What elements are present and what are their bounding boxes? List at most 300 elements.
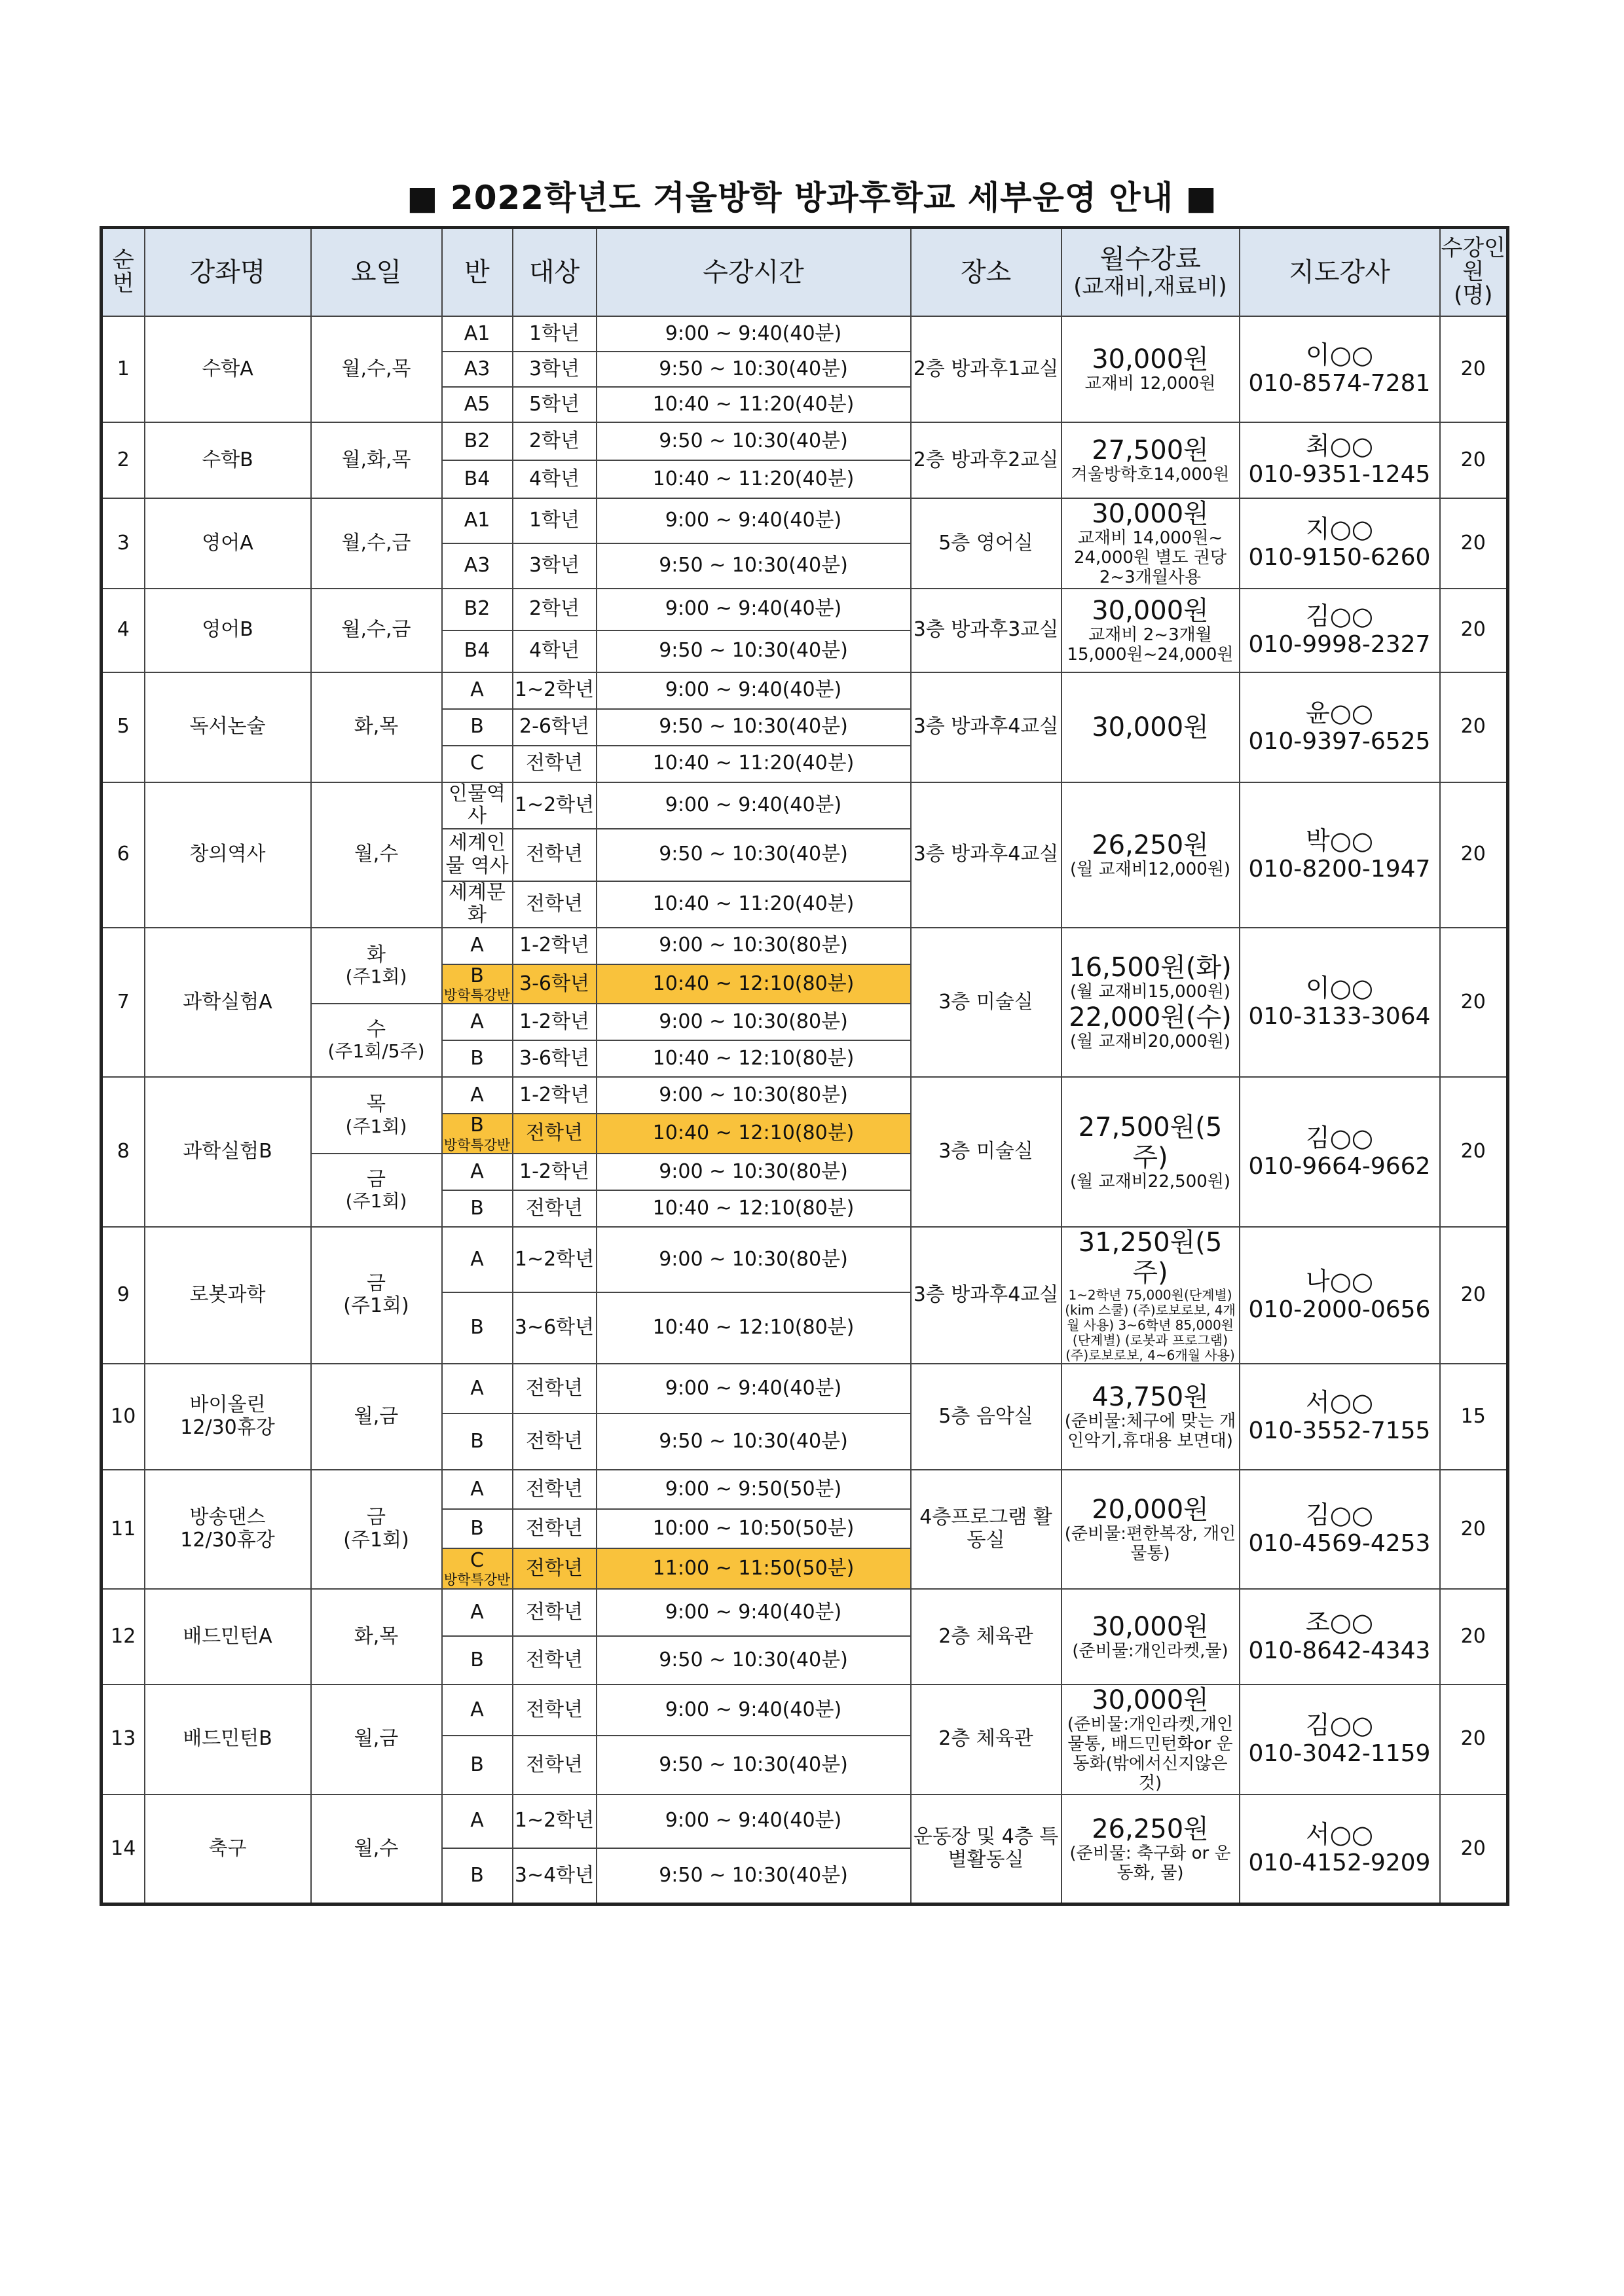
fee-amount: 43,750원 [1092, 1382, 1209, 1413]
course-name [145, 928, 311, 1078]
course-day-label: 목 [367, 1093, 386, 1116]
class-time: 9:50 ~ 10:30(40분) [597, 1736, 911, 1794]
course-number: 9 [101, 1227, 145, 1364]
course-day-sub: (주1회) [345, 1190, 407, 1212]
course-instructor [1240, 1589, 1440, 1685]
course-day-group [311, 928, 442, 1004]
fee-amount: 30,000원 [1092, 595, 1209, 626]
class-target: 전학년 [513, 881, 597, 928]
fee-amount: 20,000원 [1092, 1495, 1209, 1525]
course-number: 14 [101, 1795, 145, 1904]
class-target: 전학년 [513, 1589, 597, 1636]
class-time: 9:50 ~ 10:30(40분) [597, 829, 911, 881]
class-group-label: B [470, 1114, 484, 1137]
class-group [442, 1154, 513, 1190]
class-group-label: B4 [464, 467, 490, 490]
table-row [101, 1077, 1508, 1114]
class-target: 5학년 [513, 387, 597, 422]
instructor-phone: 010-3552-7155 [1248, 1417, 1431, 1445]
class-target: 1-2학년 [513, 1004, 597, 1040]
course-name [145, 672, 311, 782]
class-group [442, 630, 513, 672]
class-target: 2학년 [513, 589, 597, 630]
instructor-name: 이○○ [1305, 340, 1374, 370]
header-no: 순번 [101, 228, 145, 317]
course-name-label: 로봇과학 [189, 1283, 266, 1307]
instructor-phone: 010-2000-0656 [1248, 1296, 1431, 1323]
class-group-label: A [470, 1600, 484, 1624]
course-days-label: 월,수 [354, 843, 399, 866]
class-group [442, 829, 513, 881]
class-target: 전학년 [513, 1114, 597, 1154]
course-name-label: 수학A [202, 357, 253, 380]
course-days-label: 월,수,금 [341, 618, 411, 642]
class-group [442, 1685, 513, 1736]
class-group [442, 589, 513, 630]
course-name-label: 수학B [202, 448, 253, 471]
course-fee [1061, 589, 1240, 672]
class-group-label: A3 [464, 357, 490, 380]
class-target: 1~2학년 [513, 1227, 597, 1292]
course-days-label: 월,금 [354, 1404, 399, 1428]
course-instructor [1240, 1227, 1440, 1364]
header-fee-label: 월수강료 [1099, 244, 1201, 275]
header-capacity [1440, 228, 1508, 317]
course-days-label: 화,목 [354, 1624, 399, 1648]
course-number: 5 [101, 672, 145, 782]
instructor-phone: 010-9351-1245 [1248, 461, 1431, 488]
class-time: 9:00 ~ 9:40(40분) [597, 1795, 911, 1848]
course-fee [1061, 422, 1240, 498]
class-group [442, 387, 513, 422]
instructor-name: 서○○ [1305, 1820, 1374, 1850]
class-time: 9:00 ~ 9:40(40분) [597, 498, 911, 543]
course-instructor [1240, 1470, 1440, 1589]
class-time: 9:00 ~ 9:40(40분) [597, 1589, 911, 1636]
course-name-label: 방송댄스 [189, 1506, 266, 1529]
class-group-label: B [470, 1648, 484, 1671]
instructor-name: 김○○ [1305, 1501, 1374, 1530]
class-target: 2학년 [513, 422, 597, 460]
class-target: 3학년 [513, 352, 597, 387]
class-group-label: C [470, 752, 484, 775]
class-group [442, 1795, 513, 1848]
class-group-label: A [470, 1376, 484, 1400]
course-number: 6 [101, 782, 145, 928]
table-row [101, 1364, 1508, 1413]
class-target: 4학년 [513, 630, 597, 672]
course-number: 2 [101, 422, 145, 498]
class-group [442, 1292, 513, 1364]
course-instructor [1240, 1077, 1440, 1227]
course-capacity: 20 [1440, 589, 1508, 672]
class-group [442, 498, 513, 543]
fee-note: 겨울방학호14,000원 [1071, 465, 1230, 485]
course-days [311, 316, 442, 422]
class-target: 전학년 [513, 1685, 597, 1736]
class-target: 3-6학년 [513, 1040, 597, 1077]
course-day-sub: (주1회) [345, 966, 407, 988]
class-time: 9:50 ~ 10:30(40분) [597, 1848, 911, 1904]
course-capacity: 20 [1440, 1795, 1508, 1904]
class-target: 전학년 [513, 746, 597, 782]
class-group-label: B [470, 1316, 484, 1339]
class-group [442, 1848, 513, 1904]
class-time: 9:50 ~ 10:30(40분) [597, 543, 911, 589]
header-days: 요일 [311, 228, 442, 317]
class-group [442, 928, 513, 964]
course-place: 5층 영어실 [911, 498, 1061, 589]
instructor-name: 나○○ [1305, 1266, 1374, 1296]
instructor-name: 지○○ [1305, 515, 1374, 544]
course-days [311, 589, 442, 672]
class-time: 11:00 ~ 11:50(50분) [597, 1548, 911, 1589]
class-time: 9:00 ~ 9:40(40분) [597, 1364, 911, 1413]
header-row [101, 228, 1508, 317]
course-days-sub: (주1회) [343, 1294, 409, 1318]
table-row [101, 672, 1508, 709]
class-group [442, 1589, 513, 1636]
class-group [442, 1077, 513, 1114]
class-time: 9:00 ~ 10:30(80분) [597, 1077, 911, 1114]
course-capacity: 20 [1440, 498, 1508, 589]
course-days [311, 1364, 442, 1470]
class-time: 9:50 ~ 10:30(40분) [597, 630, 911, 672]
class-group-label: A [470, 1159, 484, 1183]
fee-note: (준비물:편한복장, 개인물통) [1064, 1524, 1236, 1563]
class-group-label: B [470, 1516, 484, 1540]
course-instructor [1240, 672, 1440, 782]
class-group [442, 460, 513, 498]
class-target: 2-6학년 [513, 709, 597, 746]
header-place: 장소 [911, 228, 1061, 317]
instructor-phone: 010-9664-9662 [1248, 1152, 1431, 1180]
fee-note: (준비물:개인라켓,물) [1072, 1641, 1228, 1661]
course-instructor [1240, 498, 1440, 589]
class-group-label: B [470, 964, 484, 987]
course-name-label: 독서논술 [189, 715, 266, 738]
class-time: 10:40 ~ 12:10(80분) [597, 1040, 911, 1077]
fee-note: (준비물: 축구화 or 운동화, 물) [1069, 1843, 1231, 1883]
class-group-label: A [470, 1247, 484, 1271]
course-days [311, 1470, 442, 1589]
class-group [442, 709, 513, 746]
class-target: 1학년 [513, 498, 597, 543]
header-capacity-label: 수강인원 [1441, 235, 1506, 285]
class-group-label: 세계문화 [449, 881, 506, 927]
class-target: 전학년 [513, 1413, 597, 1470]
table-row [101, 316, 1508, 352]
fee-note: 교재비 2~3개월 15,000원~24,000원 [1067, 625, 1234, 665]
fee-amount: 27,500원(5주) [1078, 1112, 1223, 1173]
class-target: 3학년 [513, 543, 597, 589]
class-group-label: B4 [464, 639, 490, 663]
course-instructor [1240, 1685, 1440, 1795]
instructor-phone: 010-8574-7281 [1248, 370, 1431, 397]
table-row [101, 928, 1508, 964]
class-group-label: B [470, 1196, 484, 1220]
instructor-name: 박○○ [1305, 826, 1374, 856]
course-fee [1061, 1470, 1240, 1589]
class-group-label: B [470, 1863, 484, 1887]
course-name-label: 과학실험B [183, 1140, 272, 1163]
instructor-phone: 010-4569-4253 [1248, 1530, 1431, 1558]
course-days-label: 화,목 [354, 715, 399, 738]
course-fee [1061, 928, 1240, 1078]
class-time: 9:00 ~ 9:50(50분) [597, 1470, 911, 1509]
class-time: 9:00 ~ 9:40(40분) [597, 782, 911, 829]
class-group-label: A [470, 934, 484, 957]
course-days [311, 422, 442, 498]
class-group [442, 1413, 513, 1470]
class-group-label: B2 [464, 429, 490, 452]
fee-note: 교재비 12,000원 [1084, 374, 1216, 394]
instructor-phone: 010-4152-9209 [1248, 1849, 1431, 1876]
fee-note-2: (월 교재비20,000원) [1069, 1031, 1231, 1051]
header-capacity-sub: (명) [1454, 282, 1493, 308]
course-place: 3층 방과후4교실 [911, 1227, 1061, 1364]
class-group-label: B [470, 1429, 484, 1453]
class-time: 10:40 ~ 12:10(80분) [597, 1292, 911, 1364]
course-day-sub: (주1회) [345, 1115, 407, 1137]
course-instructor [1240, 422, 1440, 498]
course-place: 2층 방과후1교실 [911, 316, 1061, 422]
fee-amount: 30,000원 [1092, 499, 1209, 529]
class-target: 1-2학년 [513, 1077, 597, 1114]
course-name-label: 축구 [208, 1836, 247, 1860]
instructor-name: 김○○ [1305, 602, 1374, 631]
course-place: 3층 방과후4교실 [911, 672, 1061, 782]
course-capacity: 20 [1440, 928, 1508, 1078]
course-day-label: 화 [367, 943, 386, 966]
fee-amount: 16,500원(화) [1069, 953, 1232, 983]
course-days-label: 월,화,목 [341, 448, 411, 471]
course-name [145, 1589, 311, 1685]
course-instructor [1240, 928, 1440, 1078]
course-name [145, 1227, 311, 1364]
course-fee [1061, 1685, 1240, 1795]
class-target: 3~6학년 [513, 1292, 597, 1364]
course-number: 1 [101, 316, 145, 422]
course-capacity: 20 [1440, 316, 1508, 422]
course-place: 운동장 및 4층 특별활동실 [911, 1795, 1061, 1904]
class-group [442, 746, 513, 782]
course-instructor [1240, 1795, 1440, 1904]
table-row [101, 1227, 1508, 1292]
course-day-label: 금 [367, 1167, 386, 1191]
course-place: 5층 음악실 [911, 1364, 1061, 1470]
class-group-label: B2 [464, 597, 490, 621]
course-instructor [1240, 589, 1440, 672]
class-time: 9:00 ~ 10:30(80분) [597, 1154, 911, 1190]
class-group [442, 1636, 513, 1685]
class-target: 1~2학년 [513, 1795, 597, 1848]
course-days [311, 498, 442, 589]
fee-note: (준비물:체구에 맞는 개인악기,휴대용 보면대) [1064, 1412, 1236, 1451]
class-target: 전학년 [513, 1736, 597, 1794]
course-days-label: 금 [367, 1271, 386, 1295]
course-days-label: 월,금 [354, 1727, 399, 1751]
course-fee [1061, 672, 1240, 782]
class-target: 1학년 [513, 316, 597, 352]
course-capacity: 20 [1440, 672, 1508, 782]
class-target: 전학년 [513, 1364, 597, 1413]
class-group [442, 1364, 513, 1413]
course-instructor [1240, 782, 1440, 928]
class-target: 1-2학년 [513, 1154, 597, 1190]
course-name [145, 498, 311, 589]
class-group [442, 422, 513, 460]
fee-amount: 26,250원 [1092, 829, 1209, 860]
schedule-table [100, 226, 1509, 1906]
fee-amount: 30,000원 [1092, 1612, 1209, 1642]
table-row [101, 1685, 1508, 1736]
class-group [442, 352, 513, 387]
course-place: 3층 방과후4교실 [911, 782, 1061, 928]
course-days [311, 1685, 442, 1795]
class-group-note: 방학특강반 [443, 1572, 511, 1588]
class-time: 9:00 ~ 10:30(80분) [597, 1004, 911, 1040]
class-group [442, 1227, 513, 1292]
course-capacity: 15 [1440, 1364, 1508, 1470]
instructor-phone: 010-3133-3064 [1248, 1003, 1431, 1030]
class-time: 10:40 ~ 12:10(80분) [597, 1114, 911, 1154]
instructor-name: 이○○ [1305, 974, 1374, 1003]
class-group-label: A [470, 1698, 484, 1721]
course-name [145, 1077, 311, 1227]
class-group [442, 316, 513, 352]
page-title: ■ 2022학년도 겨울방학 방과후학교 세부운영 안내 ■ [407, 179, 1217, 217]
course-capacity: 20 [1440, 1077, 1508, 1227]
class-time: 9:50 ~ 10:30(40분) [597, 709, 911, 746]
class-group-label: B [470, 715, 484, 738]
class-group-label: A [470, 678, 484, 702]
fee-amount: 26,250원 [1092, 1813, 1209, 1844]
course-days-label: 월,수,금 [341, 531, 411, 555]
instructor-name: 서○○ [1305, 1388, 1374, 1417]
instructor-name: 김○○ [1305, 1711, 1374, 1740]
class-target: 전학년 [513, 1470, 597, 1509]
instructor-phone: 010-9150-6260 [1248, 543, 1431, 571]
course-days [311, 1589, 442, 1685]
course-number: 8 [101, 1077, 145, 1227]
table-row [101, 1470, 1508, 1509]
table-row [101, 782, 1508, 829]
course-fee [1061, 316, 1240, 422]
instructor-name: 최○○ [1305, 431, 1374, 461]
class-group [442, 1736, 513, 1794]
class-group [442, 964, 513, 1004]
table-row [101, 1589, 1508, 1636]
course-place: 3층 미술실 [911, 928, 1061, 1078]
table-row [101, 422, 1508, 460]
class-group-label: A3 [464, 554, 490, 577]
course-place: 2층 체육관 [911, 1589, 1061, 1685]
class-group-label: A [470, 1010, 484, 1034]
fee-note: (월 교재비22,500원) [1069, 1171, 1231, 1192]
instructor-phone: 010-9998-2327 [1248, 630, 1431, 658]
schedule-body [101, 316, 1508, 1904]
course-number: 3 [101, 498, 145, 589]
course-name-note: 12/30휴강 [180, 1415, 275, 1439]
class-target: 4학년 [513, 460, 597, 498]
header-time: 수강시간 [597, 228, 911, 317]
header-instructor: 지도강사 [1240, 228, 1440, 317]
class-group-label: B [470, 1047, 484, 1070]
course-name [145, 1685, 311, 1795]
course-name-label: 배드민턴B [183, 1727, 272, 1751]
instructor-name: 윤○○ [1305, 699, 1374, 728]
fee-note: (월 교재비15,000원) [1069, 982, 1231, 1002]
class-group-label: A5 [464, 392, 490, 416]
course-days [311, 672, 442, 782]
class-time: 9:50 ~ 10:30(40분) [597, 422, 911, 460]
course-name [145, 782, 311, 928]
course-name [145, 1364, 311, 1470]
class-group [442, 1004, 513, 1040]
class-time: 10:40 ~ 12:10(80분) [597, 964, 911, 1004]
class-target: 1-2학년 [513, 928, 597, 964]
class-group [442, 1470, 513, 1509]
course-capacity: 20 [1440, 1227, 1508, 1364]
class-group [442, 1509, 513, 1548]
fee-note: 교재비 14,000원~ 24,000원 별도 권당 2~3개월사용 [1073, 528, 1227, 587]
course-name-label: 창의역사 [189, 843, 266, 866]
course-number: 4 [101, 589, 145, 672]
course-fee [1061, 1227, 1240, 1364]
class-target: 전학년 [513, 1190, 597, 1227]
class-target: 전학년 [513, 1509, 597, 1548]
course-place: 3층 미술실 [911, 1077, 1061, 1227]
course-name [145, 422, 311, 498]
fee-amount: 30,000원 [1092, 1685, 1209, 1715]
course-instructor [1240, 1364, 1440, 1470]
class-target: 전학년 [513, 1548, 597, 1589]
class-group [442, 1114, 513, 1154]
course-day-group [311, 1154, 442, 1227]
class-group [442, 1040, 513, 1077]
instructor-phone: 010-8642-4343 [1248, 1637, 1431, 1665]
course-place: 4층프로그램 활동실 [911, 1470, 1061, 1589]
class-group-label: A1 [464, 509, 490, 532]
fee-note: 1~2학년 75,000원(단계별) (kim 스쿨) (주)로보로보, 4개월 사용) 3~6학년 85,000원(단계별) (로봇과 프로그램) (주)로보로보, 4~6개월 사용) [1065, 1286, 1236, 1363]
class-time: 9:00 ~ 9:40(40분) [597, 672, 911, 709]
course-name-label: 배드민턴A [183, 1624, 272, 1648]
fee-amount: 27,500원 [1092, 435, 1209, 466]
course-capacity: 20 [1440, 1685, 1508, 1795]
class-group-note: 방학특강반 [443, 987, 511, 1004]
class-time: 9:00 ~ 9:40(40분) [597, 589, 911, 630]
course-day-sub: (주1회/5주) [327, 1040, 425, 1063]
class-target: 3~4학년 [513, 1848, 597, 1904]
class-group-label: A [470, 1477, 484, 1501]
instructor-phone: 010-9397-6525 [1248, 727, 1431, 755]
course-name-label: 영어B [202, 618, 253, 642]
course-name-label: 영어A [202, 531, 253, 555]
course-name [145, 316, 311, 422]
course-place: 3층 방과후3교실 [911, 589, 1061, 672]
course-name [145, 1470, 311, 1589]
header-course: 강좌명 [145, 228, 311, 317]
fee-note: (월 교재비12,000원) [1069, 859, 1231, 879]
course-number: 7 [101, 928, 145, 1078]
class-time: 9:50 ~ 10:30(40분) [597, 1636, 911, 1685]
table-row [101, 589, 1508, 630]
fee-note: (준비물:개인라켓,개인물통, 배드민턴화or 운동화(밖에서신지않은 것) [1067, 1714, 1234, 1793]
class-group [442, 1548, 513, 1589]
class-time: 9:50 ~ 10:30(40분) [597, 1413, 911, 1470]
course-days [311, 782, 442, 928]
